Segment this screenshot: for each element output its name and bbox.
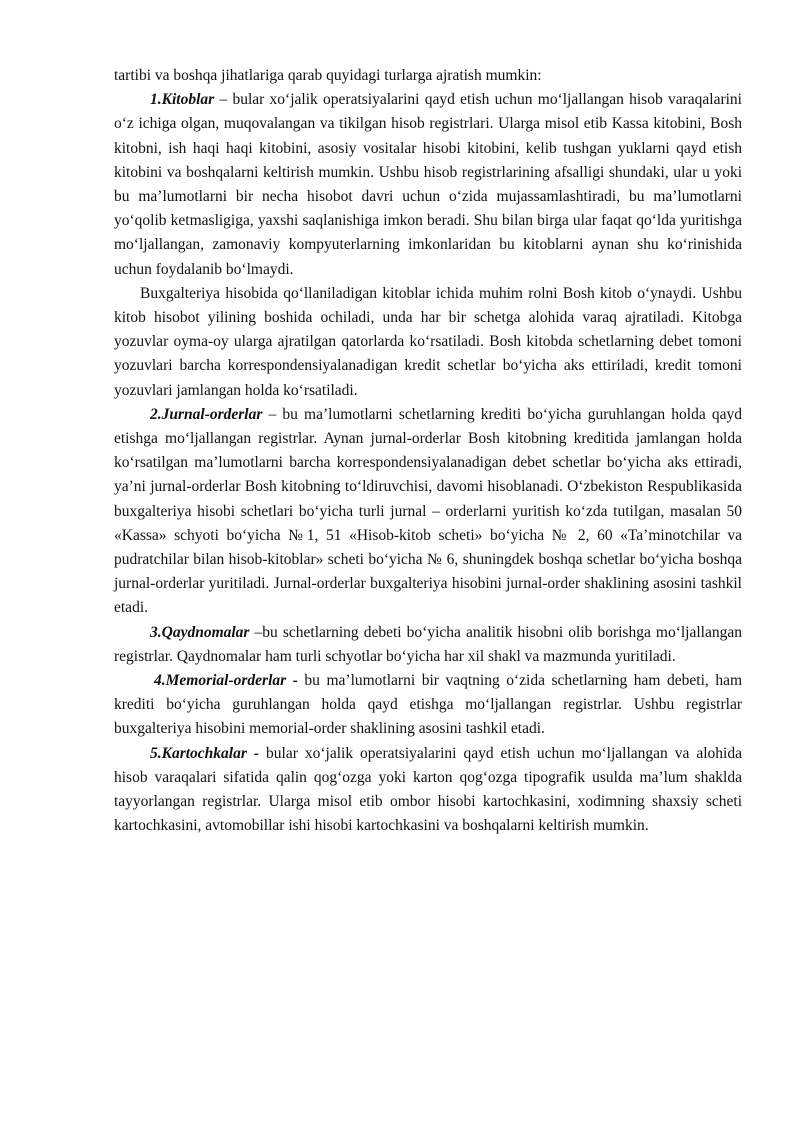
- term-qaydnomalar: 3.Qaydnomalar: [150, 623, 250, 641]
- paragraph-text: bular xo‘jalik operatsiyalarini qayd etish uchun mo‘ljallangan va alohida hisob varaqalari sifatida qalin qog‘ozga yoki karton qog‘ozga tipografik usulda ma’lum shaklda tayyorlangan registrlar. Ularga misol etib ombor hisobi kartochkasini, xodimning shaxsiy scheti kartochkasini, avtomobillar ishi hisobi kartochkasini va boshqalarni keltirish mumkin.: [114, 744, 742, 835]
- paragraph-kartochkalar: [114, 742, 742, 839]
- document-page: [114, 64, 742, 839]
- paragraph-text: –bu schetlarning debeti bo‘yicha analitik hisobni olib borishga mo‘ljallangan registrlar. Qaydnomalar ham turli schyotlar bo‘yicha har xil shakl va mazmunda yuritiladi.: [114, 623, 742, 665]
- term-memorial-orderlar: 4.Memorial-orderlar -: [154, 672, 298, 690]
- paragraph-text: – bu ma’lumotlarni schetlarning krediti bo‘yicha guruhlangan holda qayd etishga mo‘ljallangan registrlar. Aynan jurnal-orderlar Bosh kitobning kreditida jamlangan holda ko‘rsatilgan ma’lumotlarni barcha korrespondensiyalanadigan debet schetlar bo‘yicha aks ettiradi, ya’ni jurnal-orderlar Bosh kitobning to‘ldiruvchisi, davomi hisoblanadi. O‘zbekiston Respublikasida buxgalteriya hisobi schetlari bo‘yicha turli jurnal – orderlarni yuritish ko‘zda tutilgan, masalan 50 «Kassa» schyoti bo‘yicha №1, 51 «Hisob-kitob scheti» bo‘yicha № 2, 60 «Ta’minotchilar va pudratchilar bilan hisob-kitoblar» scheti bo‘yicha № 6, shuningdek boshqa schetlar bo‘yicha boshqa jurnal-orderlar yuritiladi. Jurnal-orderlar buxgalteriya hisobini jurnal-order shaklining asosini tashkil etadi.: [114, 405, 742, 617]
- paragraph-text: tartibi va boshqa jihatlariga qarab quyidagi turlarga ajratish mumkin:: [114, 67, 542, 84]
- term-jurnal-orderlar: 2.Jurnal-orderlar: [150, 405, 263, 423]
- term-kitoblar: 1.Kitoblar: [150, 91, 215, 109]
- paragraph-memorial-orderlar: [114, 669, 742, 742]
- intro-paragraph: [114, 64, 742, 88]
- paragraph-bosh-kitob: [114, 282, 742, 403]
- paragraph-text: Buxgalteriya hisobida qo‘llaniladigan kitoblar ichida muhim rolni Bosh kitob o‘ynaydi. Ushbu kitob hisobot yilining boshida ochiladi, unda har bir schetga alohida varaq ajratiladi. Kitobga yozuvlar oyma-oy ularga ajratilgan qatorlarda ko‘rsatiladi. Bosh kitobda schetlarning debet tomoni yozuvlari barcha korrespondensiyalanadigan kredit schetlar bo‘yicha aks ettiriladi, kredit tomoni yozuvlari jamlangan holda ko‘rsatiladi.: [114, 284, 742, 399]
- paragraph-text: bu ma’lumotlarni bir vaqtning o‘zida schetlarning ham debeti, ham krediti bo‘yicha guruhlangan holda qayd etishga mo‘ljallangan registrlar. Ushbu registrlar buxgalteriya hisobini memorial-order shaklining asosini tashkil etadi.: [114, 672, 742, 738]
- term-kartochkalar: 5.Kartochkalar -: [150, 744, 260, 762]
- paragraph-qaydnomalar: [114, 621, 742, 669]
- paragraph-jurnal-orderlar: [114, 403, 742, 621]
- paragraph-text: – bular xo‘jalik operatsiyalarini qayd etish uchun mo‘ljallangan hisob varaqalarini o‘z ichiga olgan, muqovalangan va tikilgan hisob registrlari. Ularga misol etib Kassa kitobini, Bosh kitobni, ish haqi haqi kitobini, asosiy vositalar hisobi kitobini, kelib tushgan yuklarni qayd etish kitobini va boshqalarni keltirish mumkin. Ushbu hisob registrlarining afsalligi shundaki, ular u yoki bu ma’lumotlarni bir necha hisobot davri uchun o‘zida mujassamlashtiradi, bu ma’lumotlarni yo‘qolib ketmasligiga, yaxshi saqlanishiga imkon beradi. Shu bilan birga ular faqat qo‘lda yuritishga mo‘ljallangan, zamonaviy kompyuterlarning imkonlaridan bu kitoblarni aynan shu ko‘rinishida uchun foydalanib bo‘lmaydi.: [114, 91, 742, 278]
- paragraph-kitoblar: [114, 88, 742, 282]
